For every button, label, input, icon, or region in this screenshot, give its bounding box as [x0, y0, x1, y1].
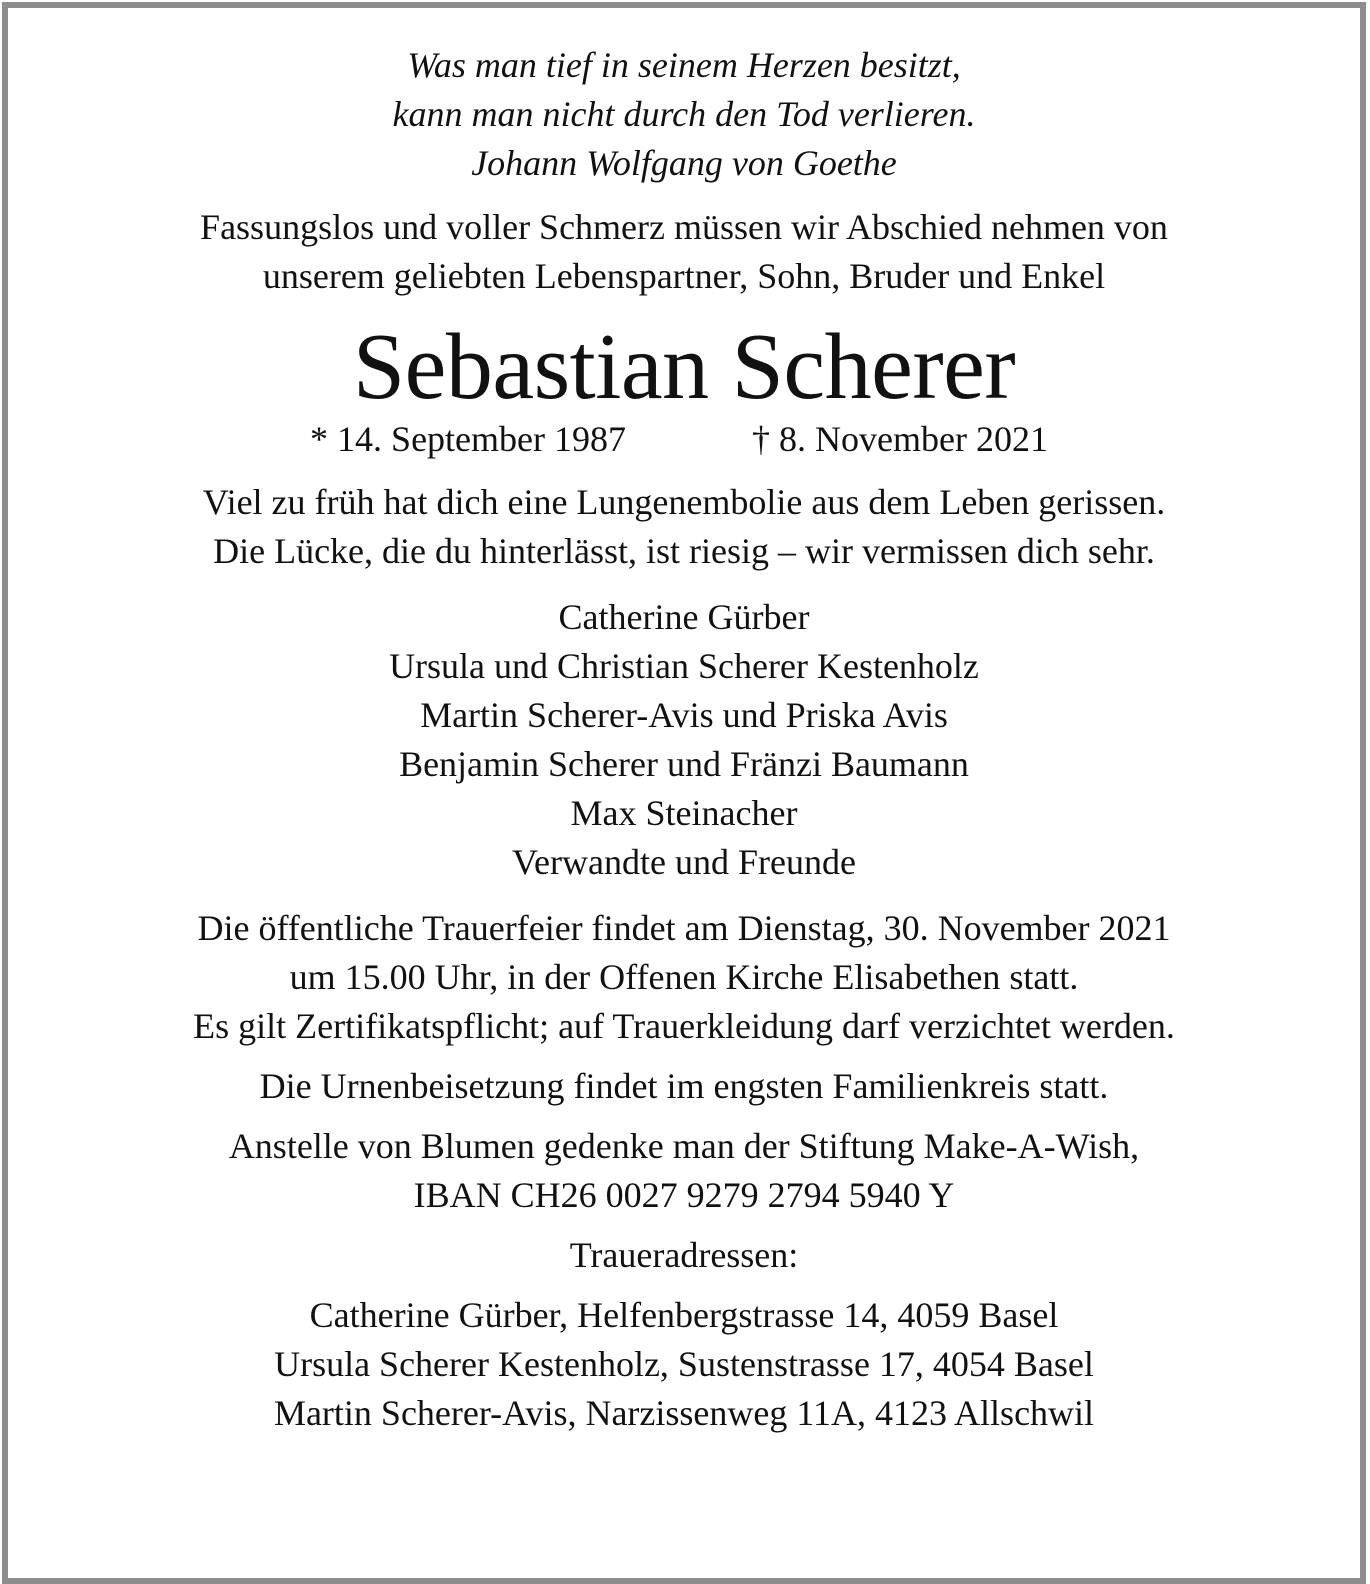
mourner-item: Verwandte und Freunde — [512, 842, 856, 882]
ceremony-line-3: Es gilt Zertifikatspflicht; auf Trauerkleidung darf verzichtet werden. — [193, 1006, 1175, 1046]
birth-date: * 14. September 1987 — [310, 419, 626, 459]
message-line-2: Die Lücke, die du hinterlässt, ist riesig – wir vermissen dich sehr. — [213, 531, 1155, 571]
mourner-item: Martin Scherer-Avis und Priska Avis — [420, 695, 948, 735]
intro-line-1: Fassungslos und voller Schmerz müssen wir Abschied nehmen von — [200, 207, 1168, 247]
addresses-list — [8, 1291, 1360, 1438]
ceremony-line-1: Die öffentliche Trauerfeier findet am Dienstag, 30. November 2021 — [197, 908, 1171, 948]
urn-line: Die Urnenbeisetzung findet im engsten Familienkreis statt. — [259, 1066, 1109, 1106]
death-date: † 8. November 2021 — [752, 419, 1048, 459]
obituary-frame — [2, 2, 1366, 1584]
urn-info — [8, 1062, 1360, 1111]
goethe-quote — [8, 8, 1360, 188]
mourner-item: Catherine Gürber — [558, 597, 810, 637]
message-line-1: Viel zu früh hat dich eine Lungenembolie aus dem Leben gerissen. — [202, 482, 1166, 522]
ceremony-info — [8, 904, 1360, 1051]
address-item: Martin Scherer-Avis, Narzissenweg 11A, 4123 Allschwil — [273, 1393, 1095, 1433]
loss-message — [8, 478, 1360, 576]
deceased-name: Sebastian Scherer — [352, 315, 1016, 419]
mourner-item: Benjamin Scherer und Fränzi Baumann — [399, 744, 969, 784]
quote-author: Johann Wolfgang von Goethe — [471, 143, 897, 183]
mourner-item: Max Steinacher — [570, 793, 798, 833]
donation-iban: IBAN CH26 0027 9279 2794 5940 Y — [413, 1175, 955, 1215]
donation-line-1: Anstelle von Blumen gedenke man der Stiftung Make-A-Wish, — [228, 1126, 1140, 1166]
mourner-item: Ursula und Christian Scherer Kestenholz — [389, 646, 979, 686]
addresses-heading-text: Traueradressen: — [569, 1235, 799, 1275]
quote-line-2: kann man nicht durch den Tod verlieren. — [392, 94, 976, 134]
mourners-list — [8, 593, 1360, 887]
addresses-heading — [8, 1231, 1360, 1280]
obituary-content — [8, 8, 1360, 1438]
intro-line-2: unserem geliebten Lebenspartner, Sohn, Bruder und Enkel — [262, 256, 1106, 296]
ceremony-line-2: um 15.00 Uhr, in der Offenen Kirche Elisabethen statt. — [289, 957, 1079, 997]
quote-line-1: Was man tief in seinem Herzen besitzt, — [407, 45, 961, 85]
address-item: Catherine Gürber, Helfenbergstrasse 14, 4059 Basel — [309, 1295, 1059, 1335]
intro-text — [8, 203, 1360, 301]
donation-info — [8, 1122, 1360, 1220]
life-dates — [8, 417, 1360, 461]
address-item: Ursula Scherer Kestenholz, Sustenstrasse 17, 4054 Basel — [274, 1344, 1094, 1384]
